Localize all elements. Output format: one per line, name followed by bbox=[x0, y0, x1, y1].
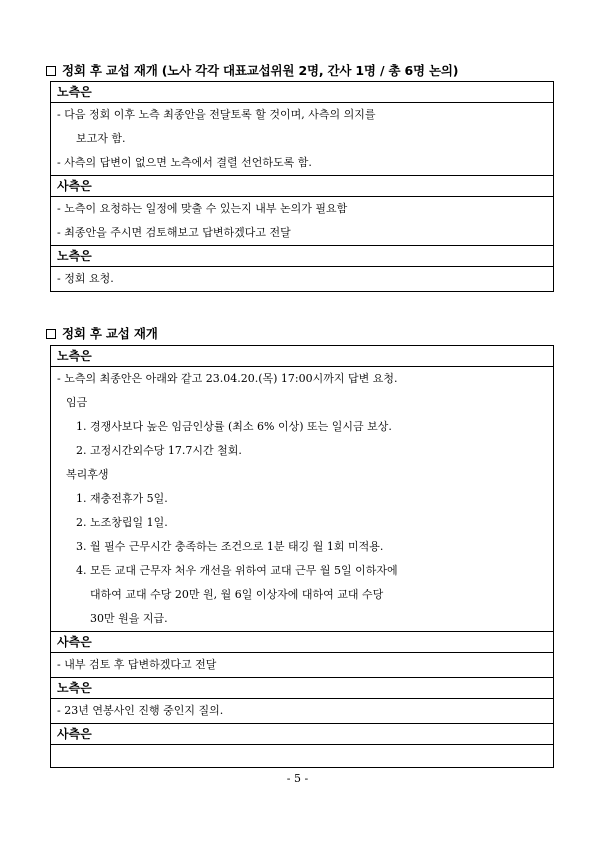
speaker-statement bbox=[51, 653, 554, 678]
statement-line: - 사측의 답변이 없으면 노측에서 결렬 선언하도록 함. bbox=[57, 156, 312, 169]
statement-line: - 다음 정회 이후 노측 최종안을 전달토록 할 것이며, 사측의 의지를 bbox=[57, 108, 376, 121]
statement-line: - 정회 요청. bbox=[57, 272, 114, 285]
statement-line: - 최종안을 주시면 검토해보고 답변하겠다고 전달 bbox=[57, 226, 291, 239]
section-title-1: 정회 후 교섭 재개 (노사 각각 대표교섭위원 2명, 간사 1명 / 총 6명 논의) bbox=[46, 61, 458, 79]
speaker-heading: 노측은 bbox=[51, 246, 554, 267]
section-title-2: 정회 후 교섭 재개 bbox=[46, 324, 158, 342]
speaker-statement bbox=[51, 103, 554, 176]
list-item: 2. 고정시간외수당 17.7시간 철회. bbox=[76, 444, 242, 457]
list-item: 4. 모든 교대 근무자 처우 개선을 위하여 교대 근무 월 5일 이하자에 bbox=[76, 564, 398, 577]
statement-line: - 23년 연봉사인 진행 중인지 질의. bbox=[57, 704, 224, 717]
list-item: 1. 재충전휴가 5일. bbox=[76, 492, 168, 505]
statement-line: - 노측의 최종안은 아래와 같고 23.04.20.(목) 17:00시까지 답변 요청. bbox=[57, 372, 398, 385]
speaker-heading: 사측은 bbox=[51, 724, 554, 745]
speaker-heading: 노측은 bbox=[51, 346, 554, 367]
checkbox-square-icon bbox=[46, 329, 56, 339]
speaker-statement bbox=[51, 367, 554, 632]
speaker-heading: 노측은 bbox=[51, 82, 554, 103]
list-item-continuation: 30만 원을 지급. bbox=[90, 612, 168, 625]
list-item: 3. 월 필수 근무시간 충족하는 조건으로 1분 태깅 월 1회 미적용. bbox=[76, 540, 384, 553]
speaker-heading: 사측은 bbox=[51, 632, 554, 653]
minutes-table-1 bbox=[50, 81, 554, 292]
statement-line: - 내부 검토 후 답변하겠다고 전달 bbox=[57, 658, 217, 671]
speaker-statement bbox=[51, 197, 554, 246]
checkbox-square-icon bbox=[46, 66, 56, 76]
list-item: 1. 경쟁사보다 높은 임금인상률 (최소 6% 이상) 또는 일시금 보상. bbox=[76, 420, 392, 433]
speaker-statement bbox=[51, 699, 554, 724]
statement-line: 보고자 함. bbox=[76, 132, 126, 145]
speaker-heading: 사측은 bbox=[51, 176, 554, 197]
list-item: 2. 노조창립일 1일. bbox=[76, 516, 168, 529]
speaker-statement-empty bbox=[51, 745, 554, 768]
category-label: 복리후생 bbox=[66, 468, 109, 481]
category-label: 임금 bbox=[66, 396, 88, 409]
page-number: - 5 - bbox=[286, 772, 309, 785]
minutes-table-2 bbox=[50, 345, 554, 768]
speaker-statement bbox=[51, 267, 554, 292]
list-item-continuation: 대하여 교대 수당 20만 원, 월 6일 이상자에 대하여 교대 수당 bbox=[90, 588, 384, 601]
statement-line: - 노측이 요청하는 일정에 맞출 수 있는지 내부 논의가 필요함 bbox=[57, 202, 348, 215]
speaker-heading: 노측은 bbox=[51, 678, 554, 699]
